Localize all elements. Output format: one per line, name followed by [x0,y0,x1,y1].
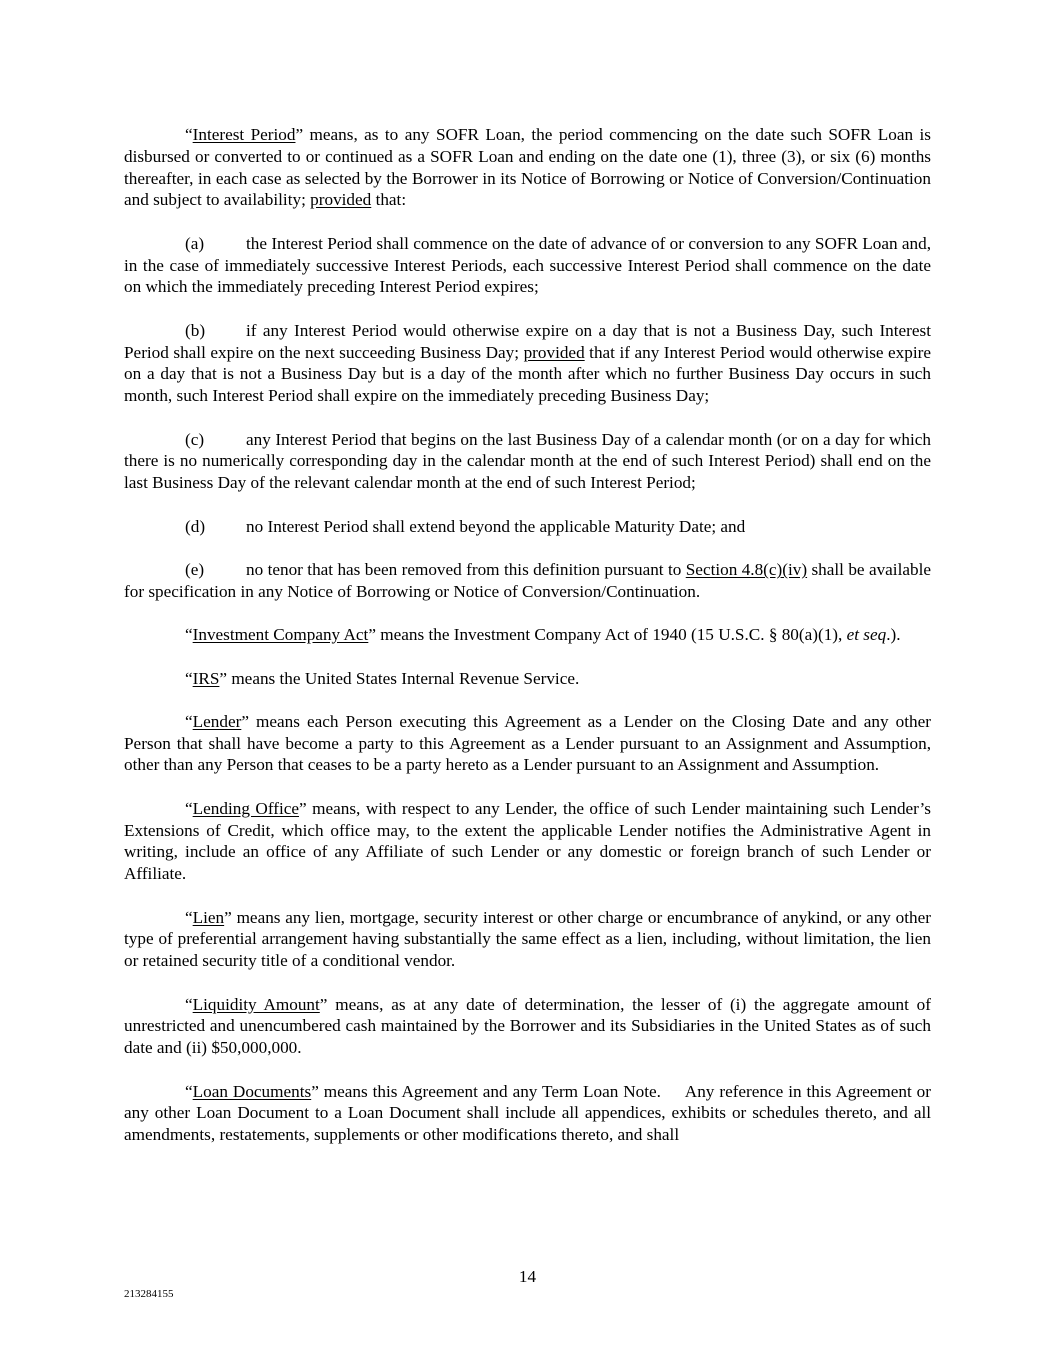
document-body [124,124,936,1146]
section-reference: Section 4.8(c)(iv) [685,559,808,579]
document-id: 213284155 [124,1288,174,1300]
clause-label: (e) [185,559,205,579]
open-quote: “ [185,994,193,1014]
provided-term: provided [310,190,372,210]
defined-term: Lending Office [192,798,299,818]
open-quote: “ [185,907,193,927]
definition-text: ” means each Person executing this Agreement as a Lender on the Closing Date and any other Person that shall have become a party to this Agreement as a Lender pursuant to an Assignment and Assumption, other than any Person that ceases to be a party hereto as a Lender pursuant to an Assignment and Assumption. [124,711,931,775]
open-quote: “ [185,798,193,818]
open-quote: “ [185,711,193,731]
definition-text-end: .). [886,625,901,645]
defined-term: Liquidity Amount [192,994,320,1014]
clause-e [124,559,931,603]
definition-text: ” means any lien, mortgage, security interest or other charge or encumbrance of anykind, or any other type of preferential arrangement having substantially the same effect as a lien, including, without limitation, the lien or retained security title of a conditional vendor. [124,907,931,971]
definition-lending-office [124,798,931,885]
clause-d [124,516,931,538]
clause-label: (a) [185,233,205,253]
clause-text: if any Interest Period would otherwise expire on a day that is not a Business Day, such Interest Period shall expire on the next succeeding Business Day; [124,320,931,362]
open-quote: “ [185,625,193,645]
definition-irs [124,668,931,690]
defined-term: Investment Company Act [192,625,369,645]
open-quote: “ [185,668,193,688]
definition-text: ” means, as at any date of determination, the lesser of (i) the aggregate amount of unrestricted and unencumbered cash maintained by the Borrower and its Subsidiaries in the United States as of such date and (ii) $50,000,000. [124,994,931,1058]
definition-text: ” means this Agreement and any Term Loan Note. Any reference in this Agreement or any other Loan Document to a Loan Document shall include all appendices, exhibits or schedules thereto, and all amendments, restatements, supplements or other modifications thereto, and shall [124,1081,936,1145]
clause-text-end: that if any Interest Period would otherwise expire on a day that is not a Business Day but is a day of the month after which no further Business Day occurs in such month, such Interest Period shall expire on the immediately preceding Business Day; [124,342,931,406]
defined-term: Interest Period [192,125,296,144]
definition-interest-period [124,124,931,211]
defined-term: Lien [192,907,225,927]
clause-a [124,233,931,298]
open-quote: “ [185,1081,193,1101]
clause-label: (d) [185,516,206,536]
clause-text-end: shall be available for specification in any Notice of Borrowing or Notice of Conversion/Continuation. [124,559,931,601]
definition-lien [124,907,931,972]
defined-term: Lender [192,711,242,731]
open-quote: “ [185,125,193,144]
clause-text: no Interest Period shall extend beyond the applicable Maturity Date; and [246,516,746,536]
definition-lender [124,711,931,776]
clause-label: (c) [185,429,205,449]
page-number: 14 [518,1267,537,1286]
definition-text: ” means the United States Internal Revenue Service. [219,668,580,688]
definition-text: ” means the Investment Company Act of 1940 (15 U.S.C. § 80(a)(1), [368,625,847,645]
clause-text: the Interest Period shall commence on the date of advance of or conversion to any SOFR Loan and, in the case of immediately successive Interest Periods, each successive Interest Period shall commence on the date on which the immediately preceding Interest Period expires; [124,233,931,297]
definition-liquidity-amount [124,994,931,1059]
provided-term: provided [523,342,585,362]
clause-label: (b) [185,320,206,340]
clause-text: any Interest Period that begins on the last Business Day of a calendar month (or on a day for which there is no numerically corresponding day in the calendar month at the end of such Interest Period) shall end on the last Business Day of the relevant calendar month at the end of such Interest Period; [124,429,931,493]
clause-b [124,320,931,407]
definition-investment-company-act [124,624,931,646]
clause-c [124,429,931,494]
defined-term: IRS [192,668,220,688]
italic-phrase: et seq [846,625,887,645]
defined-term: Loan Documents [192,1081,312,1101]
definition-loan-documents [124,1081,936,1146]
clause-text: no tenor that has been removed from this definition pursuant to [246,559,686,579]
definition-text: ” means, as to any SOFR Loan, the period commencing on the date such SOFR Loan is disbursed or converted to or continued as a SOFR Loan and ending on the date one (1), three (3), or six (6) months thereafter, in each case as selected by the Borrower in its Notice of Borrowing or Notice of Conversion/Continuation and subject to availability; [124,125,931,210]
definition-text-end: that: [371,190,407,210]
definition-text: ” means, with respect to any Lender, the office of such Lender maintaining such Lender’s Extensions of Credit, which office may, to the extent the applicable Lender notifies the Administrative Agent in writing, include an office of any Affiliate of such Lender or any domestic or foreign branch of such Lender or Affiliate. [124,798,931,884]
